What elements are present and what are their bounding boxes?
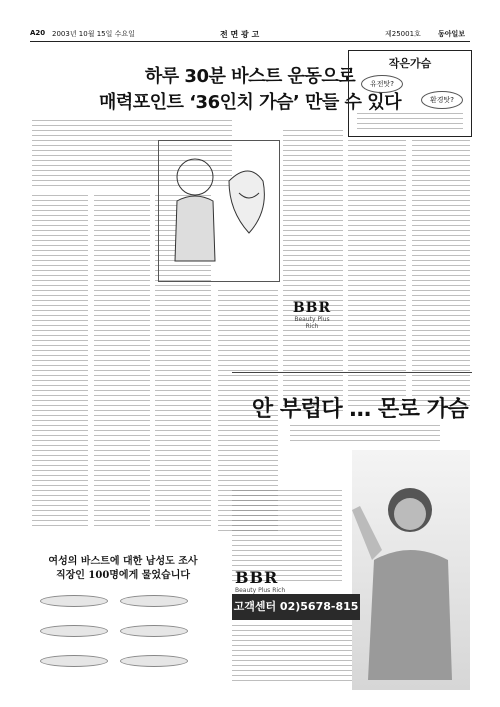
survey-chart-2 — [120, 595, 188, 607]
sidebar-caption — [357, 113, 463, 131]
header-date: 2003년 10월 15일 수요일 — [52, 30, 135, 38]
paper-name: 동아일보 — [438, 30, 466, 38]
page-header — [30, 27, 470, 42]
brand-logo-bottom — [235, 568, 285, 594]
brand-logo-text: BBR — [292, 300, 332, 316]
right-column-2 — [412, 140, 470, 410]
survey-chart-6 — [120, 655, 188, 667]
body-column-1 — [32, 195, 88, 530]
brand-logo-bottom-text: BBR — [235, 568, 279, 587]
survey-title-line1: 여성의 바스트에 대한 남성도 조사 — [48, 556, 198, 567]
bubble-genetic: 유전탓? — [361, 75, 403, 93]
brand-tagline-bottom: Beauty Plus Rich — [235, 587, 286, 594]
right-column-1 — [348, 140, 406, 410]
survey-title-line2: 직장인 100명에게 물었습니다 — [55, 570, 191, 581]
bubble-environment: 환경탓? — [421, 91, 463, 109]
survey-chart-3 — [40, 625, 108, 637]
main-headline-line1: 하루 30분 바스트 운동으로 — [144, 66, 356, 87]
ad-headline: 안 부럽다 … 몬로 가슴 — [251, 397, 469, 422]
footer-fineprint — [232, 625, 352, 685]
call-center-banner: 고객센터 02)5678-815 — [232, 594, 360, 620]
woman-illustration-icon — [159, 141, 279, 281]
model-figure-icon — [352, 450, 470, 690]
survey-chart-1 — [40, 595, 108, 607]
brand-tagline: Beauty Plus Rich — [294, 316, 330, 330]
page-number: A20 — [30, 29, 46, 37]
section-label: 전 면 광 고 — [220, 30, 260, 39]
survey-chart-4 — [120, 625, 188, 637]
survey-title — [28, 555, 218, 583]
body-column-2 — [94, 195, 150, 530]
brand-logo-mid — [292, 300, 332, 330]
sidebar-title: 작은가슴 — [388, 57, 432, 70]
main-headline-line2: 매력포인트 ‘36인치 가슴’ 만들 수 있다 — [99, 92, 401, 113]
model-photo — [352, 450, 470, 690]
issue-number: 제25001호 — [385, 30, 421, 38]
illustration-bust-exercise — [158, 140, 280, 282]
sidebar-box — [348, 50, 472, 137]
survey-chart-5 — [40, 655, 108, 667]
ad-divider — [232, 372, 472, 373]
ad-subcopy — [290, 425, 440, 443]
